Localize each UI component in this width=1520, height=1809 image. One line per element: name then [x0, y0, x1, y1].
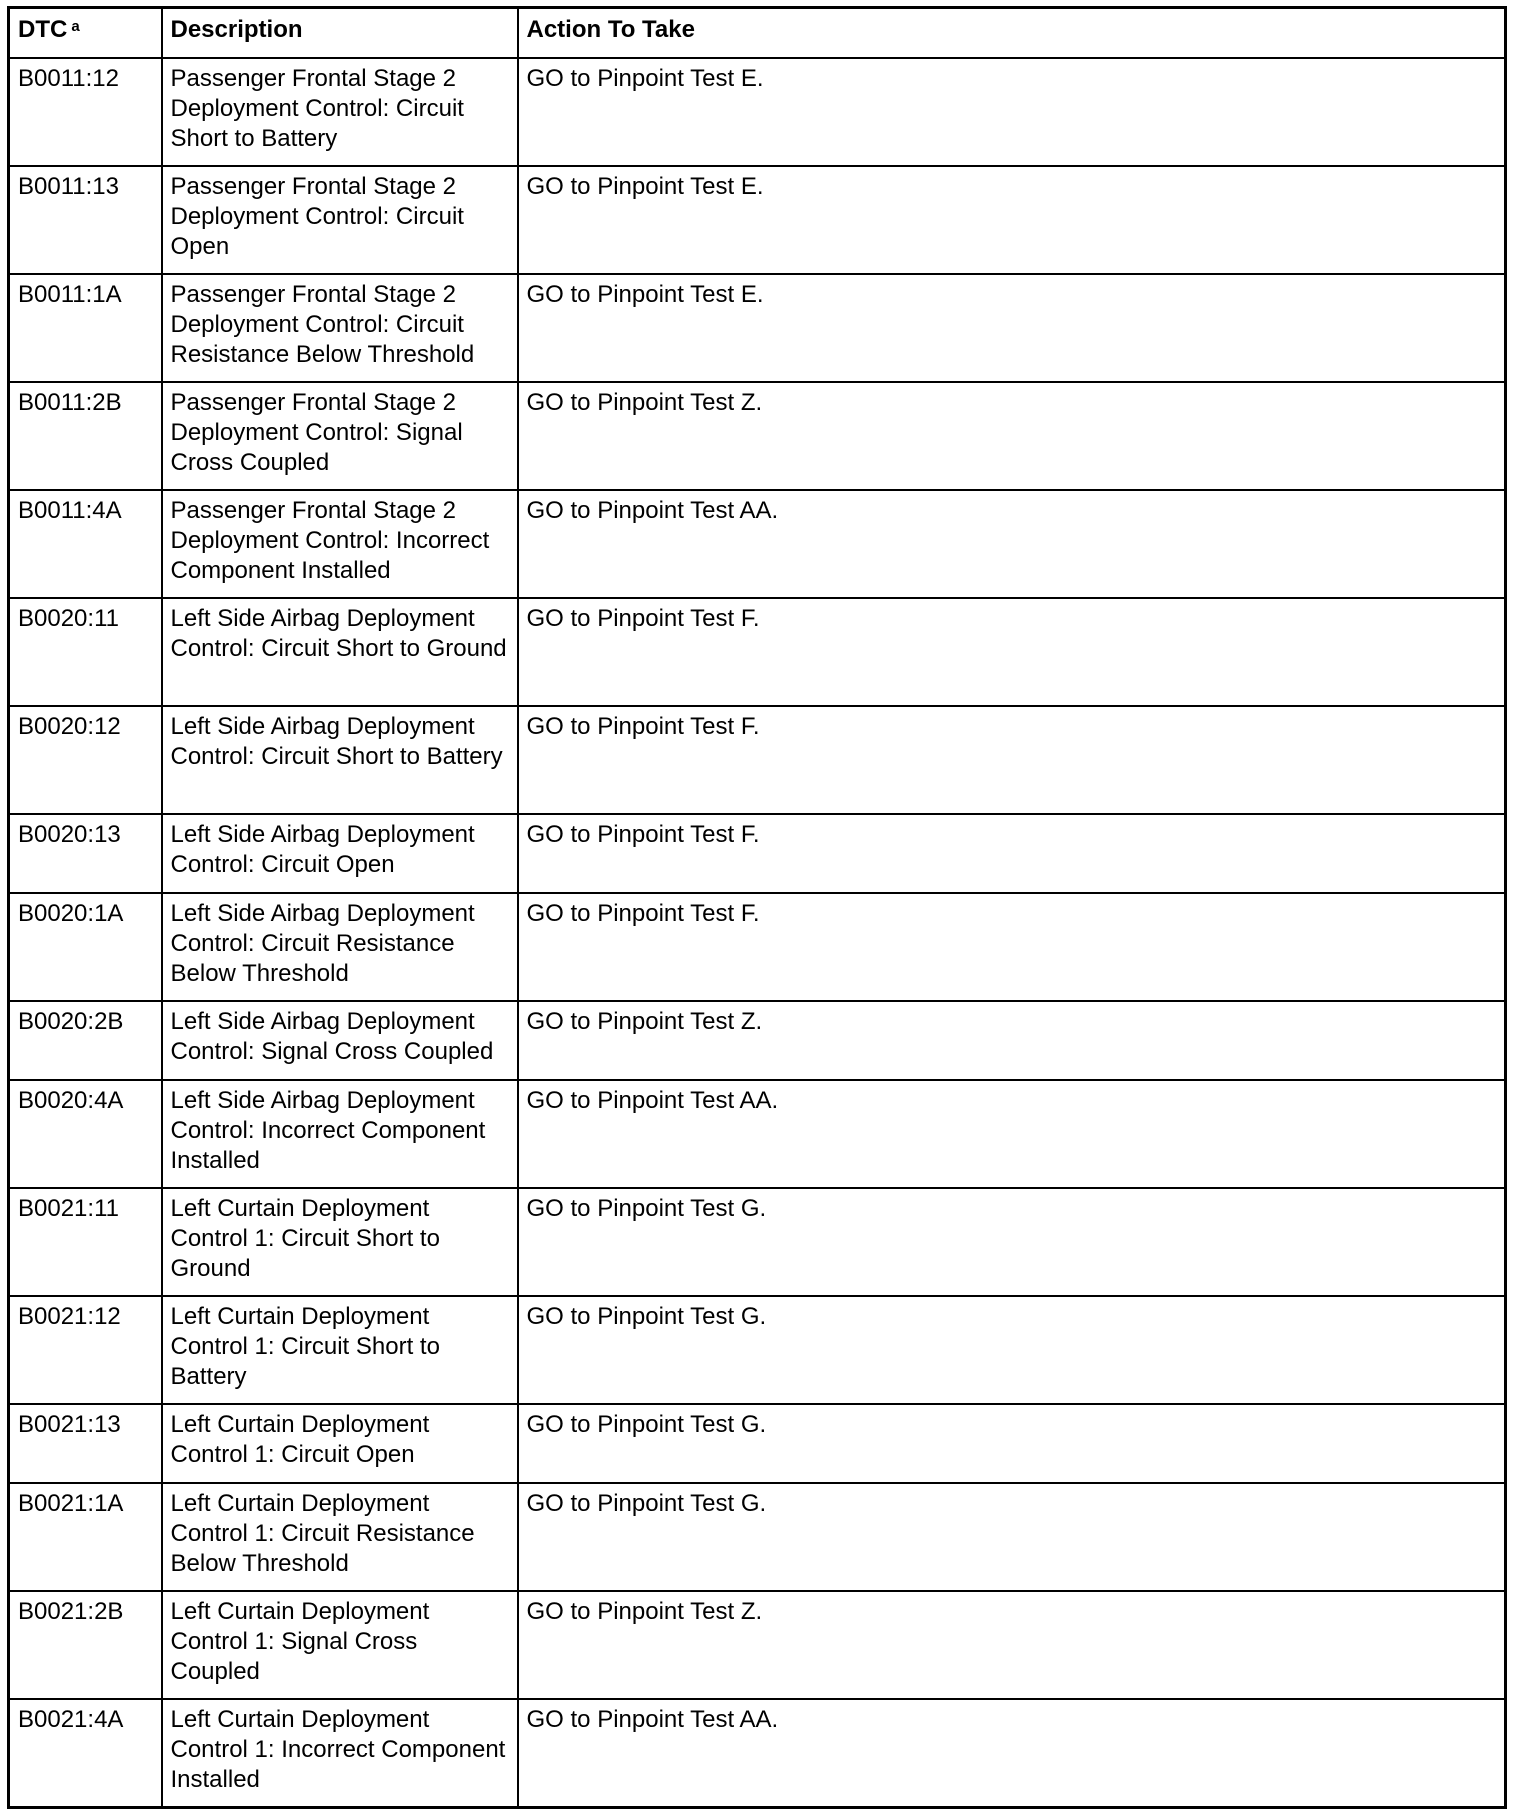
description-cell: Left Curtain Deployment Control 1: Circuit Open — [162, 1404, 518, 1483]
table-row — [9, 1591, 1506, 1699]
description-cell: Passenger Frontal Stage 2 Deployment Control: Signal Cross Coupled — [162, 382, 518, 490]
dtc-code-cell: B0021:4A — [9, 1699, 162, 1808]
description-cell: Left Side Airbag Deployment Control: Circuit Short to Ground — [162, 598, 518, 706]
action-cell: GO to Pinpoint Test AA. — [518, 1699, 1506, 1808]
table-row — [9, 382, 1506, 490]
dtc-code-cell: B0021:1A — [9, 1483, 162, 1591]
column-header-dtc — [9, 8, 162, 59]
table-header-row — [9, 8, 1506, 59]
action-cell: GO to Pinpoint Test Z. — [518, 382, 1506, 490]
action-cell: GO to Pinpoint Test F. — [518, 893, 1506, 1001]
action-cell: GO to Pinpoint Test Z. — [518, 1591, 1506, 1699]
description-cell: Left Side Airbag Deployment Control: Circuit Resistance Below Threshold — [162, 893, 518, 1001]
table-row — [9, 1699, 1506, 1808]
action-cell: GO to Pinpoint Test G. — [518, 1188, 1506, 1296]
description-cell: Left Side Airbag Deployment Control: Signal Cross Coupled — [162, 1001, 518, 1080]
table-row — [9, 1080, 1506, 1188]
table-row — [9, 598, 1506, 706]
column-header-action: Action To Take — [518, 8, 1506, 59]
action-cell: GO to Pinpoint Test G. — [518, 1483, 1506, 1591]
description-cell: Left Curtain Deployment Control 1: Circuit Resistance Below Threshold — [162, 1483, 518, 1591]
dtc-code-cell: B0011:2B — [9, 382, 162, 490]
action-cell: GO to Pinpoint Test E. — [518, 166, 1506, 274]
table-row — [9, 814, 1506, 893]
description-cell: Left Side Airbag Deployment Control: Circuit Short to Battery — [162, 706, 518, 814]
action-cell: GO to Pinpoint Test AA. — [518, 490, 1506, 598]
table-row — [9, 1404, 1506, 1483]
dtc-code-cell: B0020:1A — [9, 893, 162, 1001]
description-cell: Passenger Frontal Stage 2 Deployment Control: Circuit Resistance Below Threshold — [162, 274, 518, 382]
table-row — [9, 893, 1506, 1001]
dtc-code-cell: B0021:2B — [9, 1591, 162, 1699]
dtc-code-cell: B0021:12 — [9, 1296, 162, 1404]
dtc-table — [7, 6, 1507, 1809]
action-cell: GO to Pinpoint Test F. — [518, 814, 1506, 893]
dtc-code-cell: B0020:11 — [9, 598, 162, 706]
action-cell: GO to Pinpoint Test Z. — [518, 1001, 1506, 1080]
table-row — [9, 1188, 1506, 1296]
action-cell: GO to Pinpoint Test E. — [518, 274, 1506, 382]
description-cell: Left Side Airbag Deployment Control: Circuit Open — [162, 814, 518, 893]
dtc-code-cell: B0021:13 — [9, 1404, 162, 1483]
action-cell: GO to Pinpoint Test F. — [518, 598, 1506, 706]
dtc-code-cell: B0020:2B — [9, 1001, 162, 1080]
dtc-footnote-marker: a — [71, 18, 80, 35]
description-cell: Left Curtain Deployment Control 1: Circuit Short to Battery — [162, 1296, 518, 1404]
table-row — [9, 1483, 1506, 1591]
dtc-code-cell: B0011:12 — [9, 58, 162, 166]
table-row — [9, 706, 1506, 814]
description-cell: Left Curtain Deployment Control 1: Circuit Short to Ground — [162, 1188, 518, 1296]
table-row — [9, 274, 1506, 382]
column-header-description: Description — [162, 8, 518, 59]
dtc-code-cell: B0020:4A — [9, 1080, 162, 1188]
action-cell: GO to Pinpoint Test E. — [518, 58, 1506, 166]
table-row — [9, 1296, 1506, 1404]
action-cell: GO to Pinpoint Test AA. — [518, 1080, 1506, 1188]
description-cell: Passenger Frontal Stage 2 Deployment Control: Circuit Short to Battery — [162, 58, 518, 166]
table-row — [9, 1001, 1506, 1080]
dtc-code-cell: B0011:4A — [9, 490, 162, 598]
column-header-dtc-label: DTC — [18, 16, 68, 43]
table-row — [9, 58, 1506, 166]
description-cell: Passenger Frontal Stage 2 Deployment Control: Circuit Open — [162, 166, 518, 274]
description-cell: Left Curtain Deployment Control 1: Incorrect Component Installed — [162, 1699, 518, 1808]
dtc-code-cell: B0011:13 — [9, 166, 162, 274]
description-cell: Passenger Frontal Stage 2 Deployment Control: Incorrect Component Installed — [162, 490, 518, 598]
dtc-code-cell: B0011:1A — [9, 274, 162, 382]
action-cell: GO to Pinpoint Test G. — [518, 1404, 1506, 1483]
dtc-code-cell: B0020:13 — [9, 814, 162, 893]
dtc-code-cell: B0020:12 — [9, 706, 162, 814]
table-row — [9, 166, 1506, 274]
action-cell: GO to Pinpoint Test F. — [518, 706, 1506, 814]
table-row — [9, 490, 1506, 598]
description-cell: Left Side Airbag Deployment Control: Incorrect Component Installed — [162, 1080, 518, 1188]
dtc-code-cell: B0021:11 — [9, 1188, 162, 1296]
action-cell: GO to Pinpoint Test G. — [518, 1296, 1506, 1404]
description-cell: Left Curtain Deployment Control 1: Signal Cross Coupled — [162, 1591, 518, 1699]
